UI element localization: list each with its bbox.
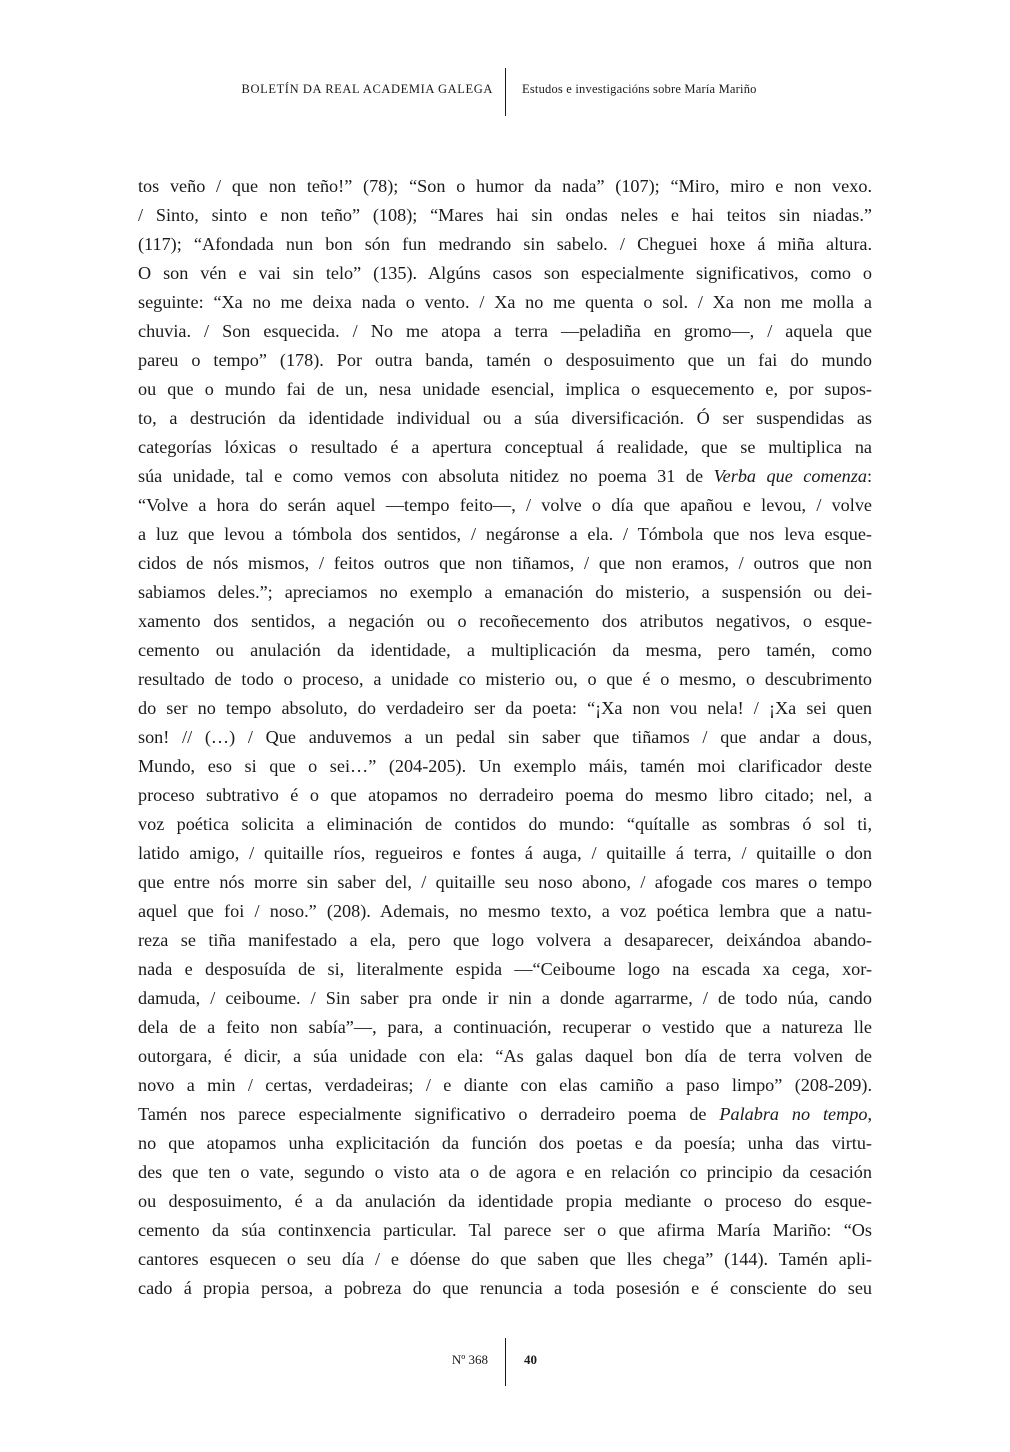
text-line: pareu o tempo” (178). Por outra banda, tamén o desposuimento que un fai do mundo (138, 350, 872, 370)
text-line: Mundo, eso si que o sei…” (204-205). Un exemplo máis, tamén moi clarificador deste (138, 756, 872, 776)
text-line: outorgara, é dicir, a súa unidade con ela: “As galas daquel bon día de terra volven de (138, 1046, 872, 1066)
page-footer (0, 1338, 1010, 1388)
text-line: categorías lóxicas o resultado é a apertura conceptual á realidade, que se multiplica na (138, 437, 872, 457)
text-line: O son vén e vai sin telo” (135). Algúns casos son especialmente significativos, como o (138, 263, 872, 283)
text-line: nada e desposuída de si, literalmente espida —“Ceiboume logo na escada xa cega, xor- (138, 959, 872, 979)
text-line: son! // (…) / Que anduvemos a un pedal sin saber que tiñamos / que andar a dous, (138, 727, 872, 747)
book-title: Verba que comenza (713, 466, 867, 486)
issue-number: Nº 368 (451, 1352, 488, 1367)
text-line: a luz que levou a tómbola dos sentidos, / negáronse a ela. / Tómbola que nos leva esque- (138, 524, 872, 544)
text-line: xamento dos sentidos, a negación ou o recoñecemento dos atributos negativos, o esque- (138, 611, 872, 631)
text-line: damuda, / ceiboume. / Sin saber pra onde ir nin a donde agarrarme, / de todo núa, cando (138, 988, 872, 1008)
text-line: (117); “Afondada nun bon són fun medrando sin sabelo. / Cheguei hoxe á miña altura. (138, 234, 872, 254)
text-line: resultado de todo o proceso, a unidade co misterio ou, o que é o mesmo, o descubrimento (138, 669, 872, 689)
text-line: cemento ou anulación da identidade, a multiplicación da mesma, pero tamén, como (138, 640, 872, 660)
text-line: to, a destrución da identidade individual ou a súa diversificación. Ó ser suspendidas as (138, 408, 872, 428)
text-line: novo a min / certas, verdadeiras; / e diante con elas camiño a paso limpo” (208-209). (138, 1075, 872, 1095)
text-line: cado á propia persoa, a pobreza do que renuncia a toda posesión e é consciente do seu (138, 1278, 872, 1298)
journal-title: BOLETÍN DA REAL ACADEMIA GALEGA (241, 82, 493, 96)
text-line: cemento da súa continxencia particular. Tal parece ser o que afirma María Mariño: “Os (138, 1220, 872, 1240)
text-line: cantores esquecen o seu día / e dóense do que saben que lles chega” (144). Tamén apli- (138, 1249, 872, 1269)
footer-divider (505, 1338, 506, 1386)
text-line: Tamén nos parece especialmente significativo o derradeiro poema de Palabra no tempo, (138, 1104, 872, 1124)
text-line: seguinte: “Xa no me deixa nada o vento. / Xa no me quenta o sol. / Xa non me molla a (138, 292, 872, 312)
text-line: chuvia. / Son esquecida. / No me atopa a terra —peladiña en gromo—, / aquela que (138, 321, 872, 341)
running-head (0, 68, 1010, 118)
text-line: latido amigo, / quitaille ríos, regueiros e fontes á auga, / quitaille á terra, / quitaille o don (138, 843, 872, 863)
text-line: “Volve a hora do serán aquel —tempo feito—, / volve o día que apañou e levou, / volve (138, 495, 872, 515)
text-line: súa unidade, tal e como vemos con absoluta nitidez no poema 31 de Verba que comenza: (138, 466, 872, 486)
text-line: no que atopamos unha explicitación da función dos poetas e da poesía; unha das virtu- (138, 1133, 872, 1153)
text-line: aquel que foi / noso.” (208). Ademais, no mesmo texto, a voz poética lembra que a natu- (138, 901, 872, 921)
page-number: 40 (524, 1352, 537, 1367)
text-line: ou desposuimento, é a da anulación da identidade propia mediante o proceso do esque- (138, 1191, 872, 1211)
text-line: que entre nós morre sin saber del, / quitaille seu noso abono, / afogade cos mares o tempo (138, 872, 872, 892)
text-line: do ser no tempo absoluto, do verdadeiro ser da poeta: “¡Xa non vou nela! / ¡Xa sei quen (138, 698, 872, 718)
header-divider (505, 68, 506, 116)
text-line: / Sinto, sinto e non teño” (108); “Mares hai sin ondas neles e hai teitos sin niadas.” (138, 205, 872, 225)
text-line: cidos de nós mismos, / feitos outros que non tiñamos, / que non eramos, / outros que non (138, 553, 872, 573)
text-line: proceso subtrativo é o que atopamos no derradeiro poema do mesmo libro citado; nel, a (138, 785, 872, 805)
text-line: ou que o mundo fai de un, nesa unidade esencial, implica o esquecemento e, por supos- (138, 379, 872, 399)
text-line: reza se tiña manifestado a ela, pero que logo volvera a desaparecer, deixándoa abando- (138, 930, 872, 950)
text-line: dela de a feito non sabía”—, para, a continuación, recuperar o vestido que a natureza lle (138, 1017, 872, 1037)
text-line: des que ten o vate, segundo o visto ata o de agora e en relación co principio da cesación (138, 1162, 872, 1182)
section-title: Estudos e investigacións sobre María Mariño (522, 82, 757, 96)
book-title: Palabra no tempo (719, 1104, 868, 1124)
text-line: sabiamos deles.”; apreciamos no exemplo a emanación do misterio, a suspensión ou dei- (138, 582, 872, 602)
text-line: voz poética solicita a eliminación de contidos do mundo: “quítalle as sombras ó sol ti, (138, 814, 872, 834)
body-text (138, 172, 872, 1303)
text-line: tos veño / que non teño!” (78); “Son o humor da nada” (107); “Miro, miro e non vexo. (138, 176, 872, 196)
